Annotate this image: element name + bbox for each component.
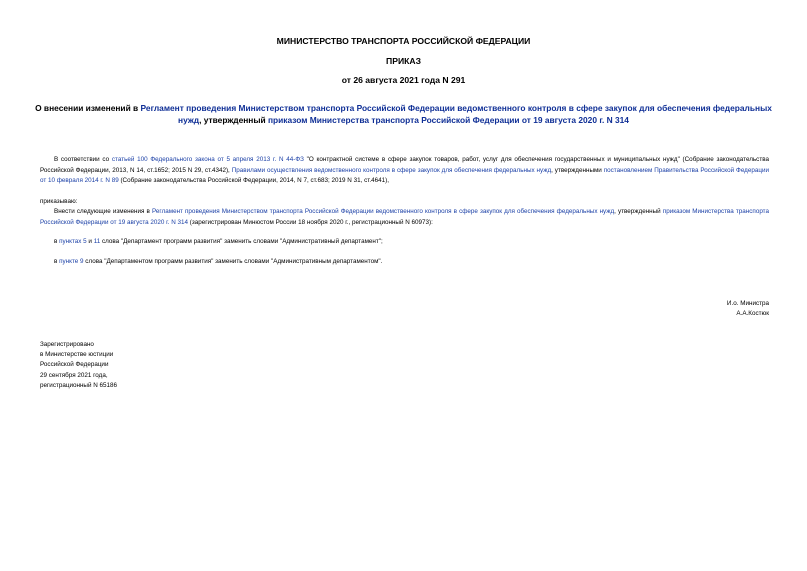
link-point-11[interactable]: 11 bbox=[93, 238, 101, 245]
link-point-5[interactable]: пунктах 5 bbox=[59, 238, 87, 245]
change-item-1 bbox=[54, 237, 383, 247]
main-link-order[interactable]: приказом Министерства транспорта Российской Федерации от 19 августа 2020 г. N 314 bbox=[40, 208, 769, 226]
link-government-resolution[interactable]: постановлением Правительства Российской Федерации от 10 февраля 2014 г. N 89 bbox=[40, 166, 770, 184]
change-item-2 bbox=[54, 257, 382, 267]
title-link-reglament[interactable]: Регламент проведения Министерством транспорта Российской Федерации ведомственного контроля в сфере закупок для обеспечения федеральных нужд bbox=[140, 103, 772, 125]
change1-text-1: в bbox=[54, 238, 60, 245]
signer-name: А.А.Костюк bbox=[736, 310, 769, 318]
change2-text-2: слова "Департаментом программ развития" заменить словами "Административным департаментом". bbox=[83, 258, 383, 265]
registration-block bbox=[40, 340, 117, 391]
link-control-rules[interactable]: Правилами осуществления ведомственного контроля в сфере закупок для обеспечения федеральных нужд bbox=[231, 166, 552, 174]
title-link-order[interactable]: приказом Министерства транспорта Российской Федерации от 19 августа 2020 г. N 314 bbox=[267, 115, 629, 125]
link-point-9[interactable]: пункте 9 bbox=[59, 258, 84, 265]
date-number-heading: от 26 августа 2021 года N 291 bbox=[341, 75, 466, 85]
main-paragraph bbox=[40, 207, 769, 228]
main-text-1: Внести следующие изменения в bbox=[54, 208, 152, 215]
ministry-heading: МИНИСТЕРСТВО ТРАНСПОРТА РОССИЙСКОЙ ФЕДЕРАЦИИ bbox=[276, 36, 531, 46]
preamble-text-3: , утвержденными bbox=[551, 166, 604, 174]
change1-text-2: и bbox=[86, 238, 94, 245]
order-word: приказываю: bbox=[40, 198, 78, 205]
doc-type-heading: ПРИКАЗ bbox=[386, 56, 421, 66]
preamble-paragraph bbox=[40, 155, 769, 187]
signature-block bbox=[727, 299, 769, 319]
preamble-text-1: В соответствии со bbox=[54, 156, 112, 163]
main-text-3: (зарегистрирован Минюстом России 18 ноября 2020 г., регистрационный N 60973): bbox=[188, 218, 433, 226]
change2-text-1: в bbox=[54, 258, 60, 265]
registration-line-1: Зарегистрировано bbox=[40, 341, 94, 348]
main-text-2: , утвержденный bbox=[614, 208, 663, 215]
document-title bbox=[30, 102, 777, 126]
registration-line-3: Российской Федерации bbox=[40, 361, 109, 369]
title-prefix: О внесении изменений в bbox=[35, 103, 141, 113]
registration-line-2: в Министерстве юстиции bbox=[40, 351, 114, 359]
signer-position: И.о. Министра bbox=[726, 300, 769, 307]
preamble-text-2: "О контрактной системе в сфере закупок товаров, работ, услуг для обеспечения государственных и муниципальных нужд" (Собрание законодательства Российской Федерации, 2013, N 14, ст.1652; 2015 N 29, ст.4342), bbox=[40, 156, 769, 174]
preamble-text-4: (Собрание законодательства Российской Федерации, 2014, N 7, ст.683; 2019 N 31, ст.4641), bbox=[118, 177, 390, 184]
registration-line-5: регистрационный N 65186 bbox=[40, 381, 118, 389]
change1-text-3: слова "Департамент программ развития" заменить словами "Административный департамент"; bbox=[100, 238, 383, 245]
registration-line-4: 29 сентября 2021 года, bbox=[40, 371, 108, 379]
title-middle: , утвержденный bbox=[199, 115, 268, 125]
link-article-100[interactable]: статьей 100 Федерального закона от 5 апреля 2013 г. N 44-ФЗ bbox=[111, 156, 304, 163]
main-link-reglament[interactable]: Регламент проведения Министерством транспорта Российской Федерации ведомственного контроля в сфере закупок для обеспечения федеральных нужд bbox=[151, 208, 615, 215]
